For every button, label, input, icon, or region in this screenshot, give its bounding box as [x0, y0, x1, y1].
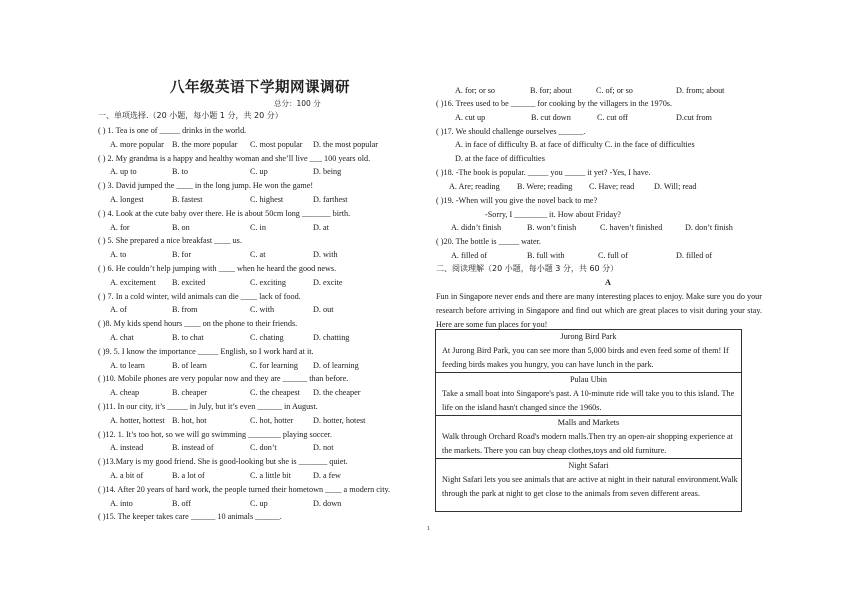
question-stem: ( )13.Mary is my good friend. She is good-looking but she is _______ quiet. [98, 457, 348, 467]
answer-option: B. of learn [172, 360, 207, 370]
answer-option: C. hot, hotter [250, 415, 294, 425]
answer-option: A. cut up [455, 113, 486, 122]
question-stem: ( )10. Mobile phones are very popular now and they are ______ than before. [98, 374, 349, 384]
question-stem: ( )19. -When will you give the novel back to me? [436, 196, 598, 205]
answer-option: B. fastest [172, 195, 203, 204]
answer-option: C. up [250, 167, 268, 177]
question-stem: ( ) 3. David jumped the ____ in the long jump. He won the game! [98, 181, 314, 191]
place-row [436, 330, 741, 373]
question-stem: ( )17. We should challenge ourselves ______. [436, 127, 586, 136]
answer-option: A. filled of [451, 251, 488, 260]
page-title: 八年级英语下学期网课调研 [170, 80, 350, 96]
answer-option: C. in [250, 222, 266, 232]
place-name: Night Safari [568, 461, 609, 470]
question-stem: ( ) 4. Look at the cute baby over there. He is about 50cm long _______ birth. [98, 208, 351, 218]
places-table [435, 329, 742, 512]
question-stem: ( )11. In our city, it’s _____ in July, but it’s even ______ in August. [98, 402, 318, 411]
answer-option: D. Will; read [654, 182, 697, 191]
place-row [436, 459, 741, 513]
question-stem: ( )8. My kids spend hours ____ on the phone to their friends. [98, 319, 298, 329]
answer-option: A. for [110, 222, 130, 232]
answer-option: B. to [172, 167, 188, 177]
answer-option: C. most popular [250, 139, 303, 149]
question-stem: A. in face of difficulty B. at face of difficulty C. in the face of difficulties [455, 140, 695, 149]
answer-option: A. up to [110, 167, 137, 177]
answer-option: A. excitement [110, 277, 156, 287]
question-stem: ( )9. 5. I know the importance _____ English, so I work hard at it. [98, 346, 314, 356]
place-description: Night Safari lets you see animals that are active at night in their natural environment.Walk through the park at night to get close to the animals from seven different areas. [442, 475, 738, 498]
page-number: 1 [427, 526, 430, 532]
answer-option: B. won’t finish [527, 223, 577, 232]
answer-option: D. filled of [676, 251, 713, 260]
answer-option: A. cheap [110, 388, 140, 398]
answer-option: A. chat [110, 333, 134, 342]
answer-option: D. down [313, 498, 342, 508]
question-stem: ( ) 6. He couldn’t help jumping with ____ when he heard the good news. [98, 264, 337, 273]
answer-option: D. excite [313, 277, 343, 287]
passage-label: A [605, 278, 611, 287]
answer-option: A. Are; reading [449, 182, 500, 191]
question-stem: -Sorry, I ________ it. How about Friday? [485, 210, 621, 219]
question-stem: ( ) 7. In a cold winter, wild animals can die ____ lack of food. [98, 291, 301, 301]
answer-option: B. off [172, 498, 191, 508]
place-row [436, 373, 741, 416]
answer-option: C. up [250, 498, 268, 508]
answer-option: D. of learning [313, 360, 359, 370]
answer-option: A. longest [110, 195, 144, 204]
place-name: Malls and Markets [557, 418, 620, 427]
question-stem: ( )16. Trees used to be ______ for cooking by the villagers in the 1970s. [436, 99, 673, 108]
place-row [436, 416, 741, 459]
place-description: At Jurong Bird Park, you can see more than 5,000 birds and even feed some of them! If feeding birds makes you hungry, you can have lunch in the park. [442, 346, 729, 369]
answer-option: B. on [172, 222, 190, 232]
question-stem: ( ) 1. Tea is one of _____ drinks in the world. [98, 126, 247, 135]
answer-option: C. full of [598, 251, 628, 260]
answer-option: C. haven’t finished [600, 223, 663, 232]
answer-option: A. for; or so [455, 86, 496, 95]
question-stem: ( )15. The keeper takes care ______ 10 animals ______. [98, 512, 282, 522]
answer-option: D. the cheaper [313, 388, 361, 398]
answer-option: B. cut down [531, 113, 571, 122]
place-description: Walk through Orchard Road's modern malls.Then try an open-air shopping experience at the markets. There you can buy cheap clothes,toys and old furniture. [442, 432, 733, 455]
section-1-title: 一、单项选择.（20 小题，每小题 1 分，共 20 分） [98, 111, 283, 120]
answer-option: C. Have; read [589, 182, 635, 191]
answer-option: A. more popular [110, 139, 164, 149]
place-description: Take a small boat into Singapore's past. A 10-minute ride will take you to this island. The life on the island hasn't changed since the 1960s. [442, 389, 735, 412]
answer-option: D.cut from [676, 113, 712, 122]
answer-option: C. with [250, 305, 275, 315]
question-stem: D. at the face of difficulties [455, 154, 545, 163]
answer-option: A. didn’t finish [451, 223, 502, 232]
answer-option: D. chatting [313, 333, 350, 342]
answer-option: C. for learning [250, 360, 298, 370]
question-stem: ( )20. The bottle is _____ water. [436, 237, 541, 246]
answer-option: A. to [110, 250, 127, 260]
answer-option: C. exciting [250, 277, 286, 287]
place-name: Pulau Ubin [569, 375, 608, 384]
question-stem: ( )18. -The book is popular. _____ you _____ it yet? -Yes, I have. [436, 168, 651, 177]
place-name: Jurong Bird Park [560, 332, 617, 341]
answer-option: B. hot, hot [172, 415, 207, 425]
answer-option: C. don’t [250, 443, 277, 453]
answer-option: B. cheaper [172, 388, 208, 398]
answer-option: D. don’t finish [685, 223, 733, 232]
section-2-title: 二、阅读理解（20 小题，每小题 3 分，共 60 分） [436, 264, 619, 273]
question-stem: ( ) 2. My grandma is a happy and healthy woman and she’ll live ___ 100 years old. [98, 153, 371, 163]
answer-option: C. highest [250, 195, 284, 204]
answer-option: C. chating [250, 333, 284, 342]
answer-option: D. out [313, 305, 334, 315]
answer-option: A. a bit of [110, 471, 144, 480]
answer-option: C. at [250, 250, 266, 260]
answer-option: A. of [110, 305, 127, 315]
answer-option: B. for [172, 250, 192, 260]
answer-option: C. the cheapest [250, 388, 300, 398]
answer-option: C. cut off [597, 113, 629, 122]
answer-option: B. excited [172, 277, 206, 287]
answer-option: A. into [110, 498, 133, 508]
answer-option: D. the most popular [313, 139, 379, 149]
answer-option: C. a little bit [250, 471, 291, 480]
answer-option: B. instead of [172, 443, 214, 453]
answer-option: D. at [313, 222, 329, 232]
answer-option: B. from [172, 305, 198, 315]
answer-option: D. not [313, 443, 334, 453]
answer-option: D. farthest [313, 195, 348, 204]
question-stem: ( )14. After 20 years of hard work, the people turned their hometown ____ a modern city. [98, 484, 391, 494]
answer-option: B. full with [527, 251, 565, 260]
answer-option: D. being [313, 167, 342, 177]
answer-option: D. from; about [676, 86, 725, 95]
answer-option: C. of; or so [596, 86, 633, 95]
question-stem: ( ) 5. She prepared a nice breakfast ____ us. [98, 236, 242, 246]
answer-option: B. the more popular [172, 139, 238, 149]
passage-intro: Fun in Singapore never ends and there are many interesting places to enjoy. Make sure you do your research before arriving in Singapore and find out which are great places to visit during your stay. Here are some fun places for you! [436, 292, 762, 329]
answer-option: A. instead [110, 443, 144, 453]
answer-option: B. a lot of [172, 471, 205, 480]
answer-option: D. hotter, hotest [313, 415, 366, 425]
total-score: 总分：100 分 [274, 99, 321, 108]
answer-option: B. for; about [530, 86, 572, 95]
answer-option: D. with [313, 250, 338, 260]
answer-option: A. to learn [110, 360, 145, 370]
answer-option: A. hotter, hottest [110, 415, 165, 425]
question-stem: ( )12. 1. It’s too hot, so we will go swimming ________ playing soccer. [98, 429, 333, 439]
answer-option: D. a few [313, 471, 341, 480]
answer-option: B. to chat [172, 333, 204, 342]
answer-option: B. Were; reading [517, 182, 573, 191]
